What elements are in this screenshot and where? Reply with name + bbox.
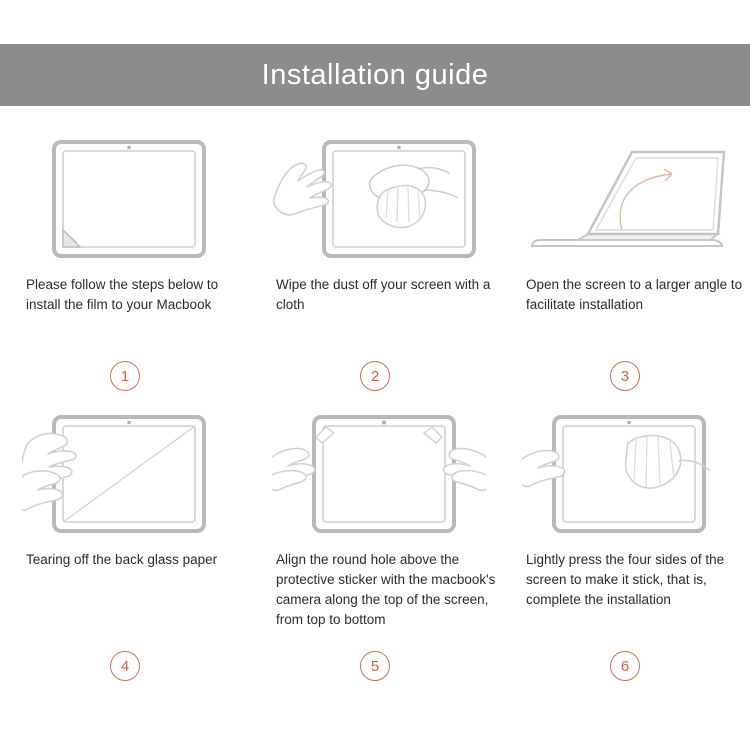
- step-2-illustration: [272, 138, 486, 263]
- step-card-6: [500, 405, 750, 695]
- step-5-caption: Align the round hole above the protective sticker with the macbook's camera along the top of the screen, from top to bottom: [276, 552, 496, 627]
- step-6-number: 6: [610, 651, 640, 681]
- step-3-caption: Open the screen to a larger angle to facilitate installation: [526, 277, 743, 312]
- step-2-caption: Wipe the dust off your screen with a cloth: [276, 277, 491, 312]
- step-4-caption: Tearing off the back glass paper: [26, 552, 218, 567]
- step-5-number: 5: [360, 651, 390, 681]
- step-card-2: [250, 130, 500, 405]
- step-4-number: 4: [110, 651, 140, 681]
- step-3-number: 3: [610, 361, 640, 391]
- step-1-badge-wrap: [18, 361, 232, 405]
- step-4-illustration: [22, 413, 236, 538]
- step-card-3: [500, 130, 750, 405]
- step-1-number: 1: [110, 361, 140, 391]
- steps-grid: [0, 130, 750, 695]
- step-card-5: [250, 405, 500, 695]
- step-6-badge-wrap: [518, 651, 732, 695]
- step-2-badge-wrap: [268, 361, 482, 405]
- step-2-number: 2: [360, 361, 390, 391]
- step-6-caption: Lightly press the four sides of the screen to make it stick, that is, complete the installation: [526, 552, 725, 607]
- step-1-caption: Please follow the steps below to install the film to your Macbook: [26, 277, 219, 312]
- step-3-badge-wrap: [518, 361, 732, 405]
- step-5-badge-wrap: [268, 651, 482, 695]
- page-header: [0, 44, 750, 106]
- step-card-4: [0, 405, 250, 695]
- step-card-1: [0, 130, 250, 405]
- step-3-illustration: [522, 138, 736, 263]
- step-4-badge-wrap: [18, 651, 232, 695]
- step-1-illustration: [22, 138, 236, 263]
- page-title: Installation guide: [261, 58, 489, 91]
- step-6-illustration: [522, 413, 736, 538]
- step-5-illustration: [272, 413, 486, 538]
